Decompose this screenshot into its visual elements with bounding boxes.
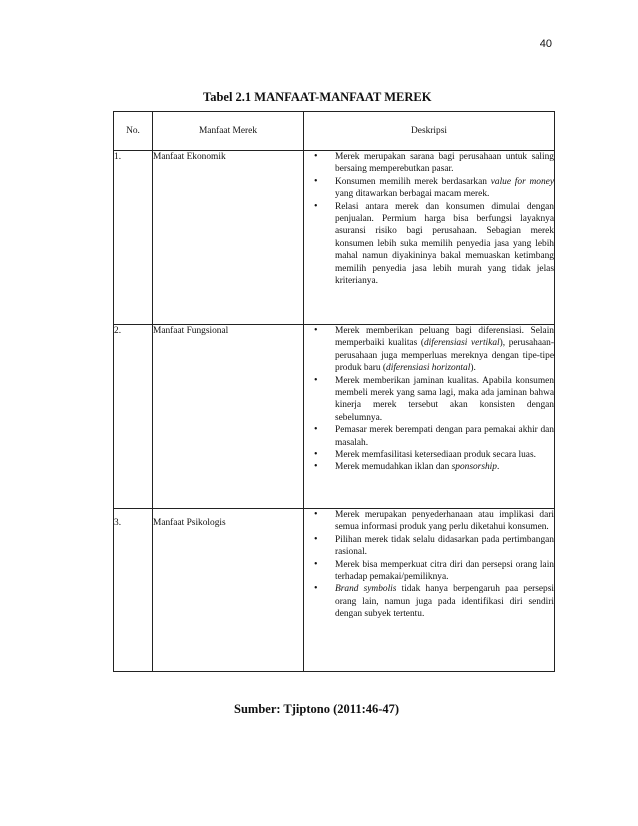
benefit-name: Manfaat Fungsional <box>153 325 304 509</box>
list-item: • Merek merupakan sarana bagi perusahaan untuk saling bersaing memperebutkan pasar. <box>304 151 554 176</box>
header-benefit: Manfaat Merek <box>153 112 304 151</box>
benefit-description <box>304 151 555 325</box>
row-number: 1. <box>114 151 153 325</box>
table-title: Tabel 2.1 MANFAAT-MANFAAT MEREK <box>203 90 432 104</box>
benefit-name: Manfaat Ekonomik <box>153 151 304 325</box>
list-item: • Merek memberikan peluang bagi diferensiasi. Selain memperbaiki kualitas (diferensiasi vertikal), perusahaan-perusahaan juga memperluas mereknya dengan tipe-tipe produk baru (diferensiasi horizontal). <box>304 325 554 375</box>
table-header-row <box>114 112 555 151</box>
list-item: • Merek memudahkan iklan dan sponsorship. <box>304 461 554 473</box>
list-item: • Pemasar merek berempati dengan para pemakai akhir dan masalah. <box>304 424 554 449</box>
table-row <box>114 151 555 325</box>
list-item: • Merek memberikan jaminan kualitas. Apabila konsumen membeli merek yang sama lagi, maka ada jaminan bahwa kinerja merek tersebut akan konsisten dengan sebelumnya. <box>304 375 554 425</box>
header-no: No. <box>114 112 153 151</box>
header-description: Deskripsi <box>304 112 555 151</box>
description-list <box>304 509 554 621</box>
row-number: 3. <box>114 509 153 672</box>
list-item: • Merek bisa memperkuat citra diri dan persepsi orang lain terhadap pemakai/pemiliknya. <box>304 559 554 584</box>
benefits-table <box>113 111 555 672</box>
table-source: Sumber: Tjiptono (2011:46-47) <box>234 702 400 716</box>
list-item: • Konsumen memilih merek berdasarkan value for money yang ditawarkan berbagai macam merek. <box>304 176 554 201</box>
description-list <box>304 151 554 287</box>
page-number: 40 <box>539 38 552 50</box>
list-item: • Pilihan merek tidak selalu didasarkan pada pertimbangan rasional. <box>304 534 554 559</box>
row-number: 2. <box>114 325 153 509</box>
benefit-description <box>304 325 555 509</box>
benefit-description <box>304 509 555 672</box>
list-item: • Relasi antara merek dan konsumen dimulai dengan penjualan. Permium harga bisa berfungsi layaknya asuransi risiko bagi perusahaan. Sebagian merek konsumen lebih suka memilih penyedia jasa yang lebih mahal namun diyakininya bakal memuaskan ketimbang memilih penyedia jasa lebih murah yang tidak jelas kriterianya. <box>304 201 554 288</box>
list-item: • Brand symbolis tidak hanya berpengaruh paa persepsi orang lain, namun juga pada identifikasi diri sendiri dengan subyek tertentu. <box>304 583 554 620</box>
description-list <box>304 325 554 474</box>
benefit-name: Manfaat Psikologis <box>153 509 304 672</box>
table-row <box>114 325 555 509</box>
list-item: • Merek memfasilitasi ketersediaan produk secara luas. <box>304 449 554 461</box>
list-item: • Merek merupakan penyederhanaan atau implikasi dari semua informasi produk yang perlu diketahui konsumen. <box>304 509 554 534</box>
table-row <box>114 509 555 672</box>
